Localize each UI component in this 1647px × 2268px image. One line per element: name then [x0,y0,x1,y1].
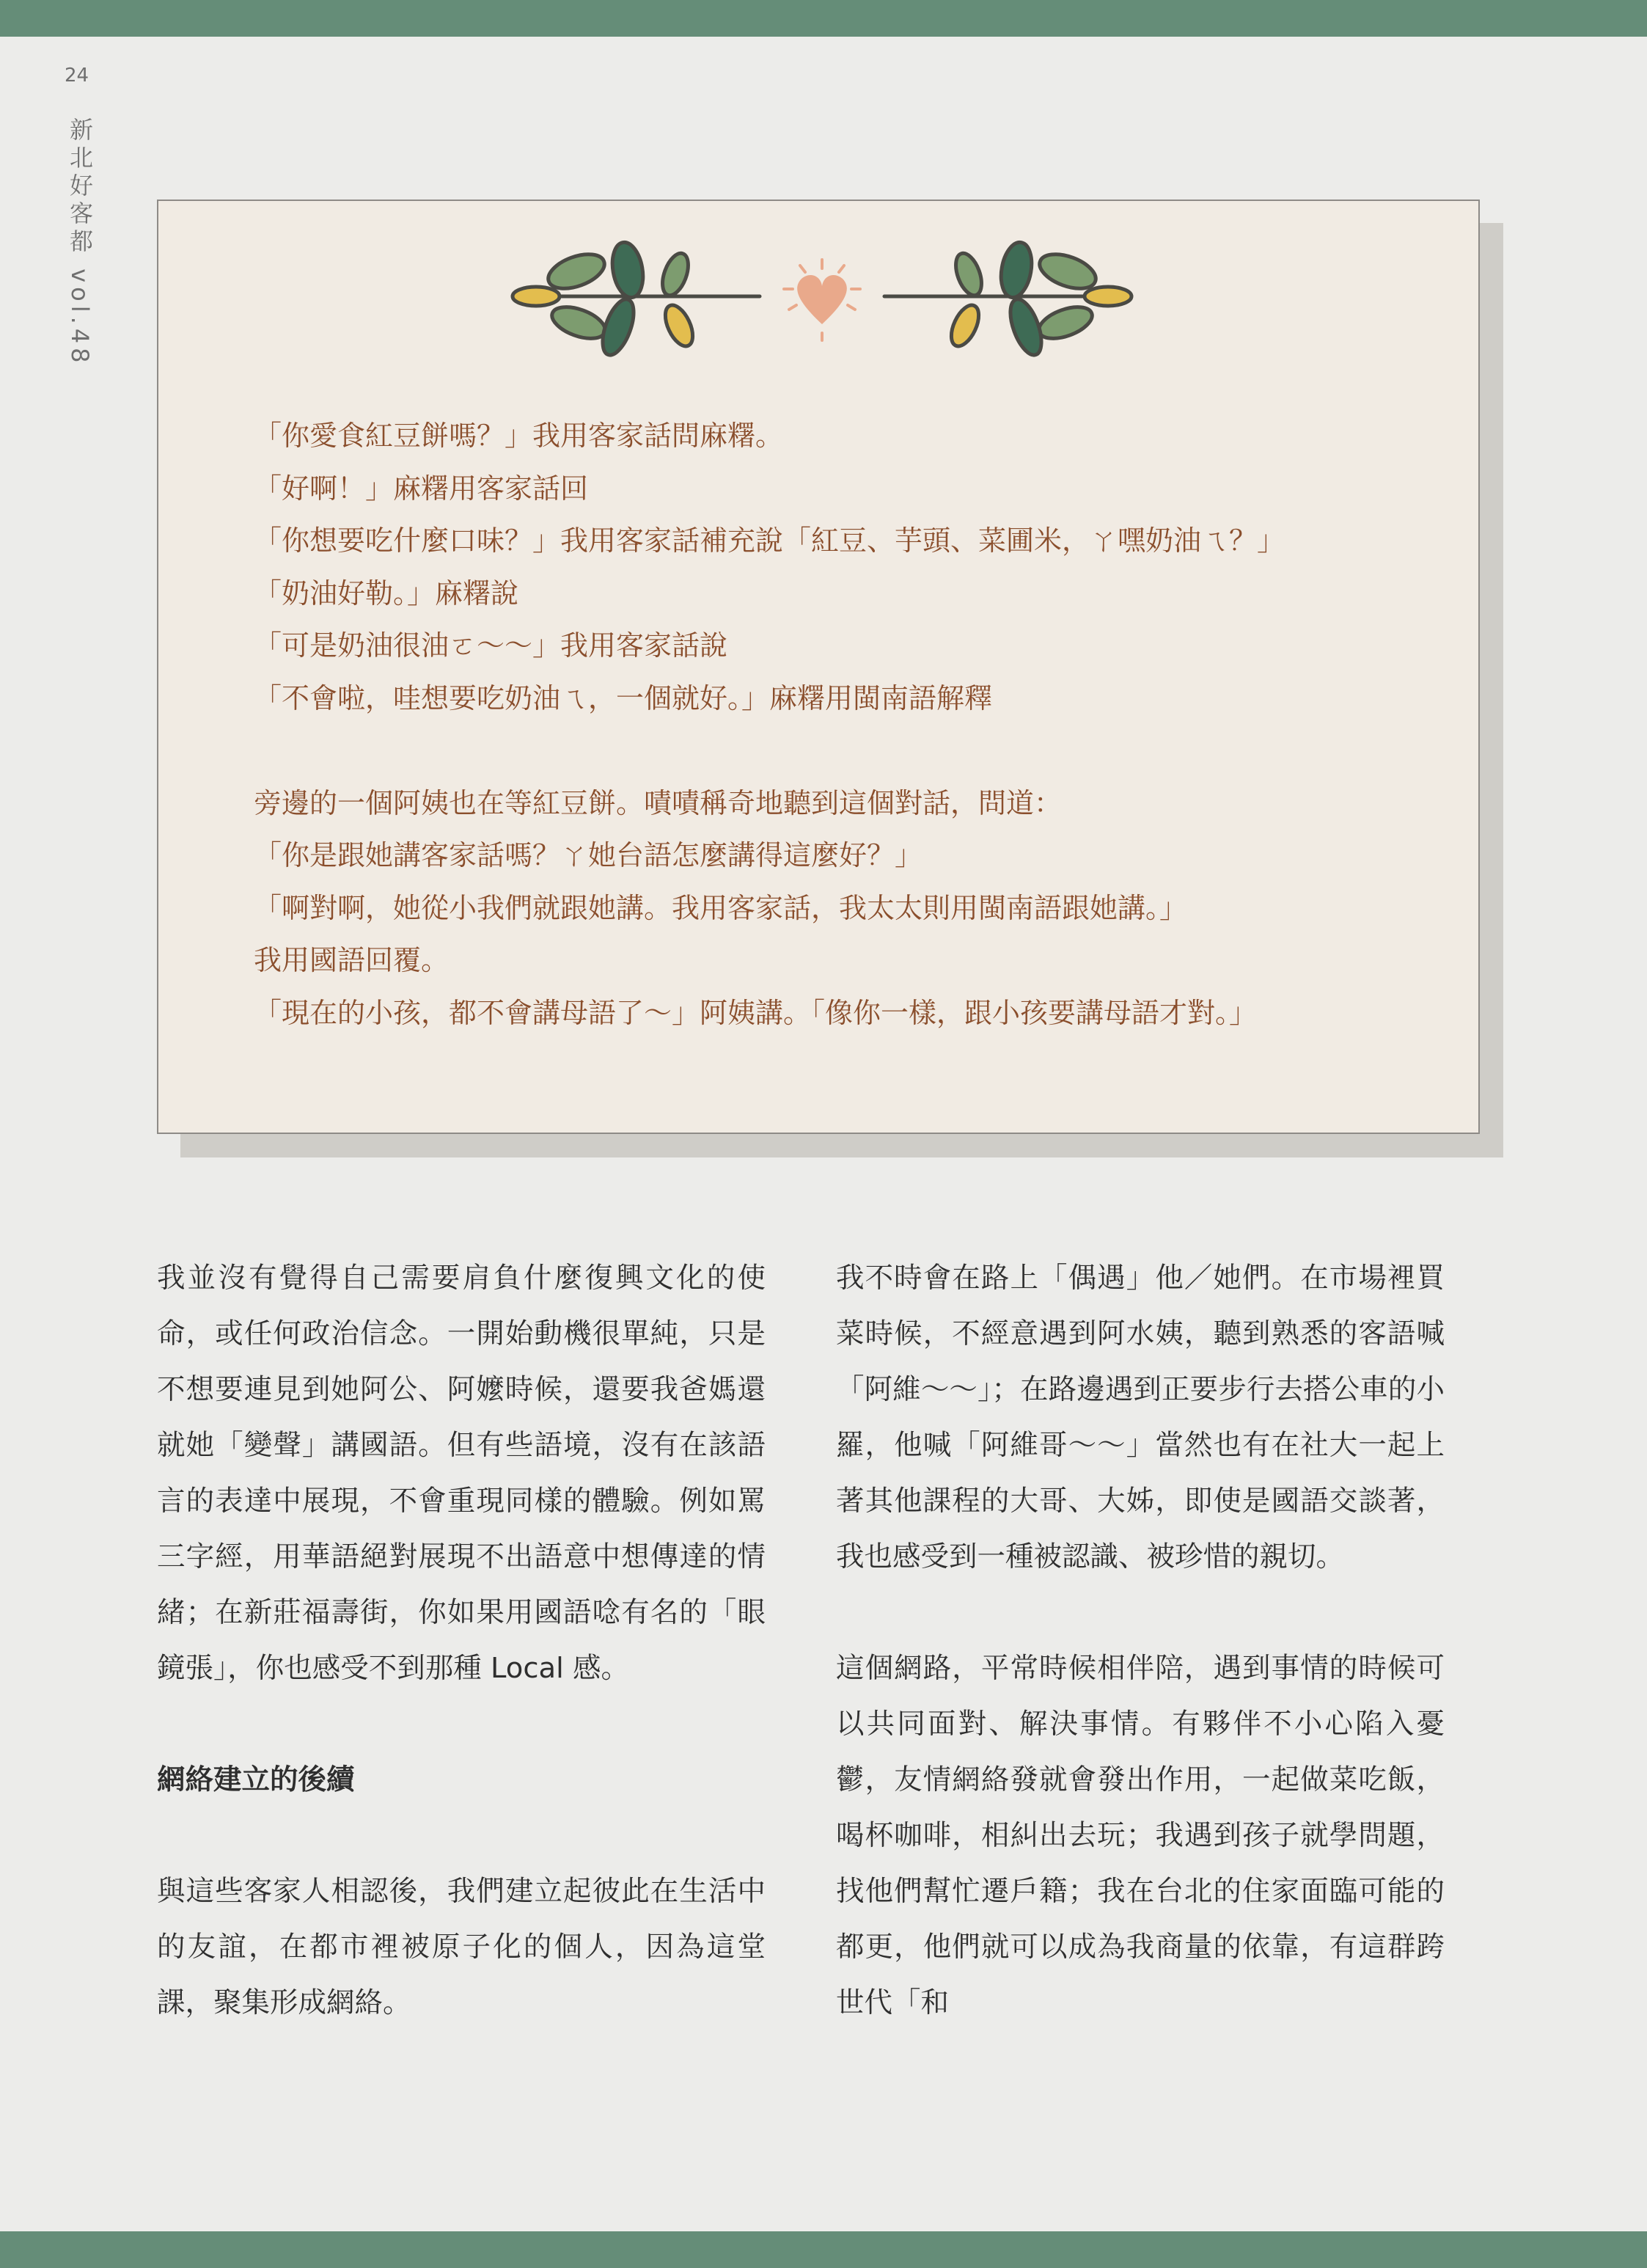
dialogue-line: 旁邊的一個阿姨也在等紅豆餅。嘖嘖稱奇地聽到這個對話，問道： [254,786,1063,819]
dialogue-line: 「你想要吃什麼口味？」我用客家話補充說「紅豆、芋頭、菜圃米，ㄚ嘿奶油ㄟ？」 [254,524,1285,557]
bottom-color-band [0,2231,1647,2268]
dialogue-text [254,410,1442,1039]
body-paragraph: 我不時會在路上「偶遇」他／她們。在市場裡買菜時候，不經意遇到阿水姨，聽到熟悉的客語喊「阿維～～」；在路邊遇到正要步行去搭公車的小羅，他喊「阿維哥～～」當然也有在社大一起上著其他課程的大哥、大姊，即使是國語交談著，我也感受到一種被認識、被珍惜的親切。 [836,1262,1445,1573]
body-paragraph: 這個網路，平常時候相伴陪，遇到事情的時候可以共同面對、解決事情。有夥伴不小心陷入憂鬱，友情網絡發就會發出作用，一起做菜吃飯，喝杯咖啡，相糾出去玩；我遇到孩子就學問題，找他們幫忙遷戶籍；我在台北的住家面臨可能的都更，他們就可以成為我商量的依靠，有這群跨世代「和 [836,1652,1445,2019]
dialogue-line: 「可是奶油很油ㄛ～～」我用客家話說 [254,629,728,662]
leaf-branch-icon [884,240,1131,359]
dialogue-gap [254,725,1442,778]
page-number: 24 [65,65,89,87]
heart-icon [784,260,860,340]
publication-title: 新北好客都 vol.48 [66,117,94,367]
right-column [836,1251,1445,2031]
dialogue-line: 我用國語回覆。 [254,944,450,976]
leaf-heart-ornament [492,230,1152,362]
dialogue-line: 「啊對啊，她從小我們就跟她講。我用客家話，我太太則用閩南語跟她講。」 [254,891,1188,924]
dialogue-card [157,200,1480,1134]
dialogue-line: 「你愛食紅豆餅嗎？」我用客家話問麻糬。 [254,420,784,452]
section-subheading: 網絡建立的後續 [157,1763,355,1796]
body-paragraph: 我並沒有覺得自己需要肩負什麼復興文化的使命，或任何政治信念。一開始動機很單純，只是不想要連見到她阿公、阿嬤時候，還要我爸媽還就她「變聲」講國語。但有些語境，沒有在該語言的表達中展現，不會重現同樣的體驗。例如罵三字經，用華語絕對展現不出語意中想傳達的情緒；在新莊福壽街，你如果用國語唸有名的「眼鏡張」，你也感受不到那種 Local 感。 [157,1262,766,1685]
body-paragraph: 與這些客家人相認後，我們建立起彼此在生活中的友誼，在都市裡被原子化的個人，因為這堂課，聚集形成網絡。 [157,1875,766,2019]
top-color-band [0,0,1647,37]
left-column [157,1251,766,2031]
dialogue-line: 「奶油好勒。」麻糬說 [254,577,519,610]
dialogue-line: 「你是跟她講客家話嗎？ㄚ她台語怎麼講得這麼好？」 [254,839,923,871]
dialogue-line: 「現在的小孩，都不會講母語了～」阿姨講。「像你一樣，跟小孩要講母語才對。」 [254,996,1258,1029]
leaf-branch-icon [513,240,760,359]
dialogue-line: 「好啊！」麻糬用客家話回 [254,472,589,505]
dialogue-line: 「不會啦，哇想要吃奶油ㄟ，一個就好。」麻糬用閩南語解釋 [254,681,993,714]
